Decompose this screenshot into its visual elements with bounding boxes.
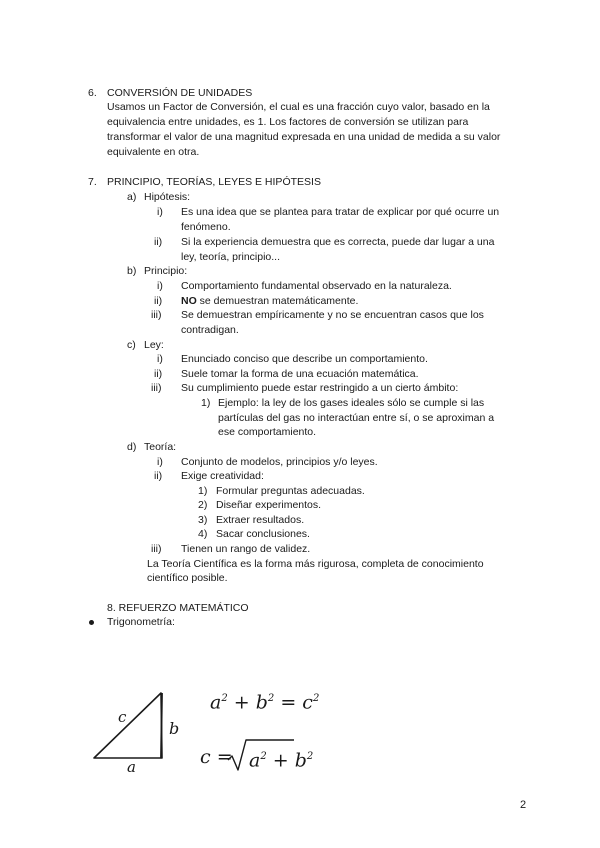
item-d-i-text: Conjunto de modelos, principios y/o leyes. (181, 456, 378, 468)
step-2-text: Diseñar experimentos. (216, 499, 322, 511)
item-b-i-text: Comportamiento fundamental observado en la naturaleza. (181, 280, 452, 292)
item-c-example-line-1: Ejemplo: la ley de los gases ideales sólo se cumple si las (218, 397, 485, 409)
section-7-number: 7. (88, 176, 97, 188)
theory-conclusion-line-1: La Teoría Científica es la forma más rigurosa, completa de conocimiento (147, 558, 484, 570)
item-c-iii-text: Su cumplimiento puede estar restringido a un cierto ámbito: (181, 382, 459, 394)
item-b-iii-number: iii) (151, 309, 162, 321)
step-2-number: 2) (198, 499, 208, 511)
pythagoras-equation: $a^2 + b^2 = c^2$ (210, 691, 320, 714)
item-d-iii-text: Tienen un rango de validez. (181, 543, 311, 555)
item-c-title: Ley: (144, 339, 164, 351)
item-a-i-line-2: fenómeno. (181, 221, 231, 233)
right-triangle-drawing (88, 685, 198, 780)
eq2-a: a (249, 749, 261, 772)
item-a-label: a) (127, 191, 137, 203)
hypotenuse-equation: c = (200, 746, 233, 768)
item-c-example-line-3: ese comportamiento. (218, 426, 317, 438)
item-d-label: d) (127, 441, 137, 453)
item-b-ii-number: ii) (154, 295, 163, 307)
item-d-title: Teoría: (144, 441, 177, 453)
item-b-iii-line-2: contradigan. (181, 324, 239, 336)
section-8-title: 8. REFUERZO MATEMÁTICO (107, 602, 249, 614)
item-c-label: c) (127, 339, 136, 351)
page-number: 2 (520, 799, 527, 811)
item-d-i-number: i) (157, 456, 163, 468)
item-a-ii-number: ii) (154, 236, 163, 248)
item-b-ii-rest: se demuestran matemáticamente. (196, 295, 359, 307)
section-6-line-1: Usamos un Factor de Conversión, el cual es una fracción cuyo valor, basado en la (107, 101, 490, 113)
eq1-c: c (302, 691, 313, 714)
item-b-title: Principio: (144, 265, 188, 277)
eq1-b: b (255, 691, 268, 714)
item-a-ii-line-2: ley, teoría, principio... (181, 251, 281, 263)
eq1-b-exp: 2 (267, 693, 275, 704)
item-b-ii-text (181, 294, 358, 309)
section-6-line-4: equivalente en otra. (107, 146, 200, 158)
item-a-i-number: i) (157, 206, 163, 218)
theory-conclusion-line-2: científico posible. (147, 572, 228, 584)
item-d-ii-number: ii) (154, 470, 163, 482)
section-6-line-2: equivalencia entre unidades, es 1. Los factores de conversión se utilizan para (107, 116, 469, 128)
triangle-label-a: a (127, 758, 136, 776)
item-b-label: b) (127, 265, 137, 277)
bold-no: NO (181, 295, 197, 307)
section-6-number: 6. (88, 87, 97, 99)
item-c-ii-text: Suele tomar la forma de una ecuación matemática. (181, 368, 419, 380)
triangle-label-b: b (169, 719, 180, 738)
eq2-c: c (200, 746, 211, 768)
item-b-i-number: i) (157, 280, 163, 292)
section-7-title: PRINCIPIO, TEORÍAS, LEYES E HIPÓTESIS (107, 176, 321, 188)
root-content: $a^2 + b^2$ (249, 749, 314, 772)
eq2-b-exp: 2 (306, 751, 314, 762)
step-1-number: 1) (198, 485, 208, 497)
eq1-c-exp: 2 (312, 693, 320, 704)
item-d-iii-number: iii) (151, 543, 162, 555)
item-c-example-number: 1) (201, 397, 211, 409)
eq2-b: b (294, 749, 307, 772)
step-3-number: 3) (198, 514, 208, 526)
triangle-label-c: c (118, 708, 127, 726)
eq1-a-exp: 2 (221, 693, 228, 704)
step-3-text: Extraer resultados. (216, 514, 305, 526)
item-a-ii-line-1: Si la experiencia demuestra que es correcta, puede dar lugar a una (181, 236, 495, 248)
item-c-i-text: Enunciado conciso que describe un comportamiento. (181, 353, 428, 365)
item-b-iii-line-1: Se demuestran empíricamente y no se encuentran casos que los (181, 309, 484, 321)
item-c-iii-number: iii) (151, 382, 162, 394)
step-4-text: Sacar conclusiones. (216, 528, 310, 540)
item-c-example-line-2: partículas del gas no interactúan entre sí, o se aproximan a (218, 412, 495, 424)
item-c-ii-number: ii) (154, 368, 163, 380)
item-d-ii-text: Exige creatividad: (181, 470, 264, 482)
eq1-a: a (210, 691, 222, 714)
section-6-line-3: transformar el valor de una magnitud expresada en una unidad de medida a su valor (107, 131, 501, 143)
item-c-i-number: i) (157, 353, 163, 365)
bullet-icon (89, 620, 94, 625)
item-a-i-line-1: Es una idea que se plantea para tratar de explicar por qué ocurre un (181, 206, 500, 218)
step-1-text: Formular preguntas adecuadas. (216, 485, 365, 497)
step-4-number: 4) (198, 528, 208, 540)
trigonometry-label: Trigonometría: (107, 616, 175, 628)
eq2-a-exp: 2 (260, 751, 267, 762)
item-a-title: Hipótesis: (144, 191, 191, 203)
section-6-title: CONVERSIÓN DE UNIDADES (107, 87, 253, 99)
